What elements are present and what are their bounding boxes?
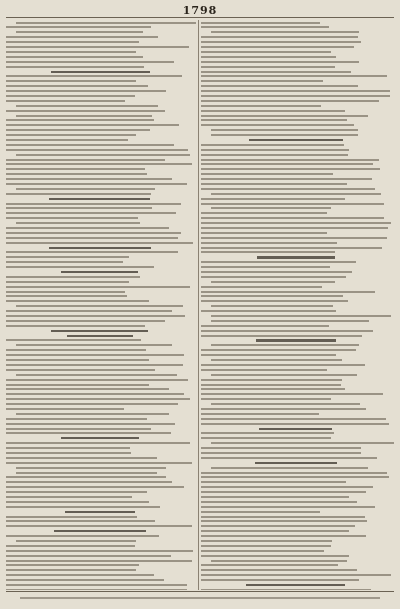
list-line-text [6, 442, 190, 444]
list-line-text [201, 222, 391, 224]
list-line-text [65, 511, 135, 513]
list-line-text [201, 432, 334, 434]
list-line-text [201, 491, 366, 493]
list-line-text [6, 203, 181, 205]
list-line-text [201, 364, 365, 366]
list-line-text [6, 408, 124, 410]
list-line [201, 587, 394, 590]
list-line-text [201, 110, 345, 112]
list-line-text [6, 276, 140, 278]
list-line-text [6, 36, 158, 38]
list-line-text [201, 481, 346, 483]
list-line-text [6, 403, 178, 405]
list-line-text [201, 56, 336, 58]
list-line-text [201, 36, 358, 38]
list-line-text [201, 276, 346, 278]
list-line-text [6, 134, 136, 136]
list-line-text [257, 256, 335, 258]
list-line-text [201, 188, 375, 190]
list-line-text [6, 315, 185, 317]
list-line-text [211, 281, 335, 283]
list-line-text [6, 496, 132, 498]
list-line-text [6, 369, 155, 371]
list-line-text [6, 85, 148, 87]
list-line-text [201, 369, 327, 371]
list-line-text [6, 584, 187, 586]
list-line-text [6, 159, 165, 161]
list-line-text [201, 291, 375, 293]
list-line-text [201, 437, 331, 439]
list-line-text [51, 330, 148, 332]
list-line-text [201, 247, 382, 249]
list-line-text [6, 545, 135, 547]
list-line-text [201, 119, 347, 121]
list-line-text [6, 325, 145, 327]
list-line-text [6, 178, 172, 180]
list-line-text [6, 139, 128, 141]
list-line-text [6, 100, 125, 102]
list-line-text [201, 447, 361, 449]
list-line-text [201, 379, 342, 381]
list-line-text [201, 66, 335, 68]
list-line-text [201, 124, 354, 126]
list-line-text [6, 51, 136, 53]
list-line-text [51, 71, 150, 73]
list-line-text [201, 501, 357, 503]
list-line-text [201, 525, 355, 527]
list-line-text [201, 579, 359, 581]
list-line-text [6, 212, 176, 214]
list-line-text [201, 286, 322, 288]
list-line-text [6, 476, 166, 478]
page-footer [6, 594, 394, 604]
list-line-text [16, 222, 140, 224]
list-line-text [201, 173, 333, 175]
list-line-text [6, 423, 175, 425]
list-line-text [16, 105, 158, 107]
list-line-text [201, 325, 329, 327]
list-line-text [6, 550, 193, 552]
list-line-text [259, 428, 332, 430]
list-line-text [201, 168, 380, 170]
list-line-text [201, 212, 327, 214]
list-line-text [6, 560, 192, 562]
list-line-text [6, 144, 174, 146]
list-line-text [6, 569, 136, 571]
list-line-text [201, 90, 390, 92]
list-line-text [61, 437, 139, 439]
list-line-text [211, 207, 331, 209]
list-line-text [201, 22, 320, 24]
list-line-text [6, 457, 157, 459]
list-line-text [6, 95, 135, 97]
list-line-text [6, 183, 187, 185]
list-line-text [6, 286, 190, 288]
list-line-text [16, 540, 136, 542]
list-line-text [54, 530, 146, 532]
list-line-text [6, 163, 192, 165]
list-line-text [211, 442, 394, 444]
list-line-text [201, 555, 349, 557]
list-line-text [6, 193, 151, 195]
list-line-text [201, 203, 384, 205]
list-line-text [201, 41, 361, 43]
list-line-text [6, 266, 154, 268]
list-line-text [201, 545, 331, 547]
list-line-text [16, 22, 196, 24]
list-line-text [6, 462, 192, 464]
list-line-text [67, 335, 133, 337]
list-line-text [201, 393, 383, 395]
left-column [6, 20, 196, 590]
list-line-text [16, 374, 177, 376]
list-line-text [49, 247, 151, 249]
list-line-text [201, 472, 387, 474]
list-line-text [201, 384, 341, 386]
list-line-text [201, 506, 375, 508]
list-line-text [16, 467, 166, 469]
list-line-text [6, 119, 154, 121]
list-line-text [211, 344, 359, 346]
list-line-text [6, 555, 171, 557]
list-line-text [6, 300, 149, 302]
list-line [6, 587, 196, 590]
list-line-text [6, 129, 150, 131]
list-line-text [6, 251, 178, 253]
list-line-text [201, 251, 335, 253]
list-line-text [201, 564, 338, 566]
list-line-text [6, 388, 169, 390]
list-line-text [6, 61, 174, 63]
list-line-text [6, 486, 184, 488]
list-line-text [6, 501, 149, 503]
column-divider [198, 20, 199, 590]
list-line-text [6, 349, 146, 351]
list-line-text [201, 271, 352, 273]
list-line-text [6, 574, 154, 576]
list-line-text [61, 271, 138, 273]
list-line-text [201, 476, 389, 478]
list-line-text [6, 56, 143, 58]
list-line-text [201, 232, 327, 234]
list-line-text [6, 516, 137, 518]
list-line-text [201, 51, 331, 53]
list-line-text [201, 26, 329, 28]
list-line-text [6, 310, 172, 312]
list-line-text [201, 423, 389, 425]
list-line-text [201, 159, 379, 161]
list-line-text [211, 374, 357, 376]
list-line-text [211, 359, 342, 361]
list-line-text [6, 354, 184, 356]
list-line-text [6, 110, 165, 112]
list-line-text [6, 232, 181, 234]
list-line-text [201, 413, 319, 415]
list-line-text [201, 295, 343, 297]
list-line-text [201, 61, 359, 63]
list-line-text [6, 26, 151, 28]
list-line-text [6, 428, 151, 430]
list-line-text [201, 154, 348, 156]
page-number: 1798 [182, 4, 218, 17]
list-line-text [6, 256, 129, 258]
list-line-text [201, 242, 337, 244]
list-line-text [6, 525, 192, 527]
list-line-text [211, 31, 359, 33]
list-line-text [6, 506, 160, 508]
list-line-text [16, 413, 169, 415]
list-line-text [6, 339, 141, 341]
list-line-text [211, 134, 358, 136]
list-line-text [201, 530, 349, 532]
list-line-text [6, 242, 193, 244]
right-column [201, 20, 394, 590]
list-line-text [211, 320, 369, 322]
list-line-text [6, 217, 138, 219]
list-line-text [16, 154, 190, 156]
list-line-text [201, 310, 336, 312]
list-line-text [201, 520, 367, 522]
list-line-text [201, 486, 373, 488]
list-line-text [6, 173, 147, 175]
list-line-text [6, 168, 145, 170]
list-line-text [201, 71, 351, 73]
list-line-text [201, 388, 345, 390]
list-line-text [249, 139, 343, 141]
list-line-text [6, 75, 182, 77]
list-line-text [211, 560, 347, 562]
list-line-text [6, 520, 155, 522]
list-line-text [201, 85, 358, 87]
list-line-text [201, 115, 368, 117]
list-line-text [201, 144, 344, 146]
list-line-text [201, 95, 390, 97]
list-line-text [6, 364, 183, 366]
footer-text [20, 597, 380, 599]
list-line-text [211, 305, 333, 307]
list-line-text [201, 80, 323, 82]
list-line-text [16, 472, 157, 474]
list-line-text [6, 261, 123, 263]
list-line-text [211, 129, 358, 131]
list-line-text [6, 418, 147, 420]
list-line-text [256, 339, 336, 341]
list-line-text [211, 315, 391, 317]
list-line-text [6, 66, 144, 68]
list-line-text [16, 344, 172, 346]
list-line-text [201, 266, 330, 268]
list-line-text [201, 516, 365, 518]
list-line-text [16, 305, 183, 307]
list-line-text [16, 31, 143, 33]
list-line-text [6, 359, 149, 361]
list-line-text [201, 349, 356, 351]
list-line-text [201, 330, 373, 332]
list-line-text [211, 467, 368, 469]
list-line-text [211, 403, 360, 405]
list-line-text [201, 217, 384, 219]
list-line-text [6, 41, 139, 43]
list-line-text [6, 447, 130, 449]
list-line-text [201, 550, 324, 552]
list-line-text [6, 384, 149, 386]
list-line-text [255, 462, 337, 464]
list-line-text [6, 393, 184, 395]
list-line-text [201, 354, 336, 356]
list-line-text [201, 237, 387, 239]
list-line-text [6, 295, 127, 297]
list-line-text [16, 115, 152, 117]
list-line-text [201, 149, 349, 151]
list-line-text [6, 46, 189, 48]
list-line-text [6, 149, 188, 151]
list-line-text [6, 589, 187, 590]
list-line-text [201, 511, 320, 513]
list-line-text [201, 198, 345, 200]
list-line-text [6, 564, 139, 566]
list-line-text [201, 569, 357, 571]
list-line-text [49, 198, 150, 200]
list-line-text [201, 105, 321, 107]
list-line-text [6, 535, 159, 537]
list-line-text [201, 418, 386, 420]
list-line-text [6, 320, 165, 322]
list-line-text [201, 261, 356, 263]
list-line-text [201, 100, 379, 102]
list-line-text [6, 207, 152, 209]
list-line-text [201, 540, 332, 542]
list-line-text [6, 227, 169, 229]
header-rule [6, 17, 394, 18]
list-line-text [201, 335, 362, 337]
list-line-text [6, 398, 190, 400]
list-line-text [201, 452, 361, 454]
list-line-text [6, 291, 125, 293]
list-line-text [201, 163, 373, 165]
list-line-text [6, 80, 136, 82]
list-line-text [201, 227, 388, 229]
list-line-text [6, 452, 131, 454]
footer-rule [6, 591, 394, 592]
list-line-text [201, 496, 349, 498]
list-line-text [201, 535, 366, 537]
list-line-text [6, 379, 188, 381]
list-line-text [201, 589, 371, 590]
list-line-text [201, 46, 354, 48]
list-line-text [6, 432, 171, 434]
list-line-text [6, 237, 178, 239]
list-line-text [16, 188, 155, 190]
list-line-text [201, 300, 348, 302]
list-line-text [6, 90, 166, 92]
list-line-text [246, 584, 345, 586]
list-line-text [201, 398, 331, 400]
list-line-text [6, 491, 147, 493]
list-line-text [6, 124, 179, 126]
list-line-text [201, 178, 372, 180]
list-line-text [211, 193, 381, 195]
list-line-text [6, 281, 129, 283]
list-line-text [6, 481, 172, 483]
list-line-text [201, 183, 347, 185]
list-line-text [201, 574, 391, 576]
list-line-text [6, 579, 164, 581]
list-line-text [201, 75, 387, 77]
list-line-text [201, 408, 366, 410]
list-line-text [201, 457, 377, 459]
